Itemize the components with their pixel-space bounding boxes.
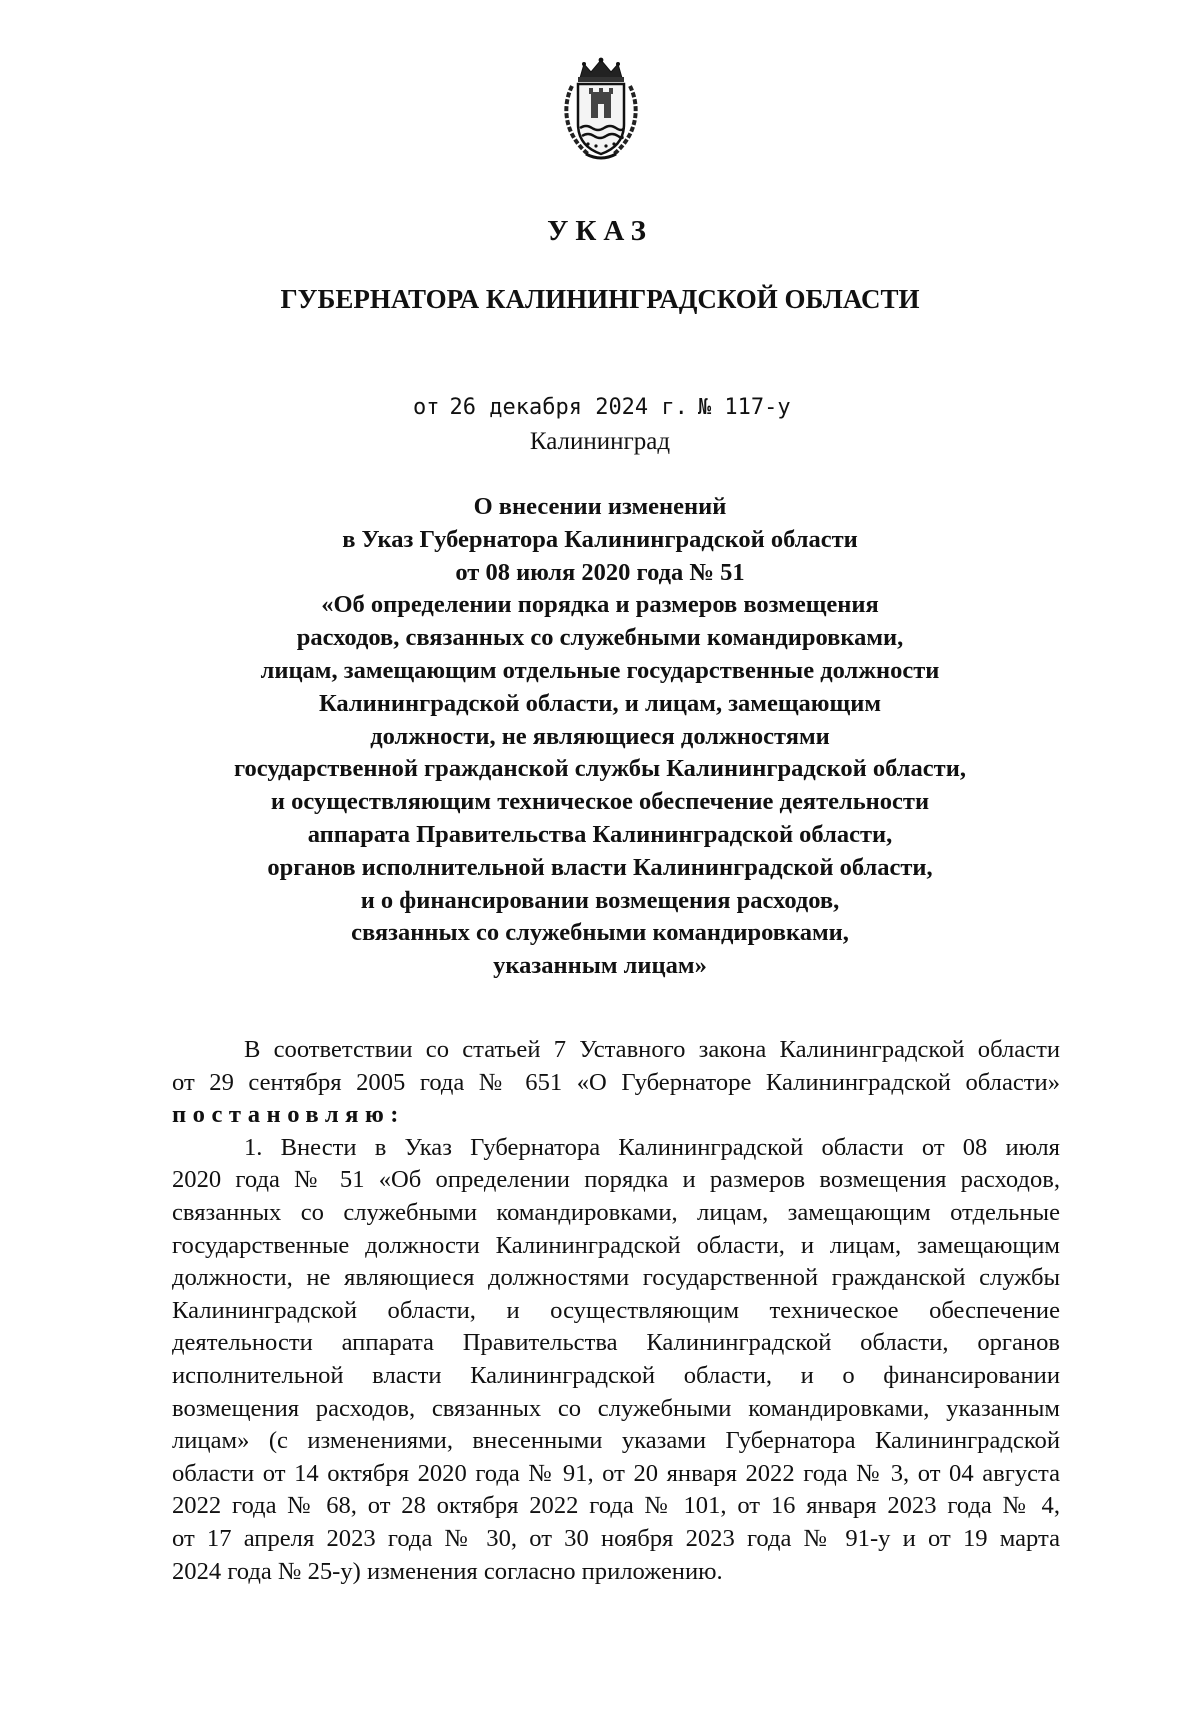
date-prefix: от xyxy=(413,395,440,420)
heading-line: государственной гражданской службы Калининградской области, xyxy=(234,755,966,783)
heading-line: аппарата Правительства Калининградской области, xyxy=(307,820,893,848)
document-body xyxy=(172,1034,1060,1588)
item-line: государственные должности Калининградской области, и лицам, замещающим xyxy=(172,1231,1060,1259)
document-city: Калининград xyxy=(529,428,671,455)
document-issuer: ГУБЕРНАТОРА КАЛИНИНГРАДСКОЙ ОБЛАСТИ xyxy=(280,284,920,314)
decree-word xyxy=(172,1099,1060,1132)
heading-line: в Указ Губернатора Калининградской области xyxy=(342,525,858,553)
preamble-line: В соответствии со статьей 7 Уставного закона Калининградской области xyxy=(244,1036,1060,1063)
heading-line: должности, не являющиеся должностями xyxy=(370,722,830,750)
item-line: 2024 года № 25-у) изменения согласно приложению. xyxy=(172,1557,723,1585)
document-heading xyxy=(140,491,1060,983)
item-line: от 17 апреля 2023 года № 30, от 30 ноября 2023 года № 91-у и от 19 марта xyxy=(172,1524,1060,1552)
item-line: 2020 года № 51 «Об определении порядка и размеров возмещения расходов, xyxy=(172,1166,1060,1194)
coat-of-arms-emblem xyxy=(558,56,644,162)
decree-word-text: постановляю: xyxy=(172,1101,405,1129)
document-date: 26 декабря 2024 г. xyxy=(449,395,688,420)
heading-line: О внесении изменений xyxy=(473,493,727,520)
item-line: Калининградской области, и осуществляющим техническое обеспечение xyxy=(172,1296,1060,1324)
item-line: должности, не являющиеся должностями государственной гражданской службы xyxy=(172,1264,1060,1292)
heading-line: лицам, замещающим отдельные государственные должности xyxy=(260,656,940,684)
heading-line: указанным лицам» xyxy=(493,952,707,980)
item-line: 1. Внести в Указ Губернатора Калининградской области от 08 июля xyxy=(244,1133,1060,1161)
coat-of-arms-icon xyxy=(558,56,644,162)
heading-line: Калининградской области, и лицам, замещающим xyxy=(318,689,882,717)
item-line: области от 14 октября 2020 года № 91, от 20 января 2022 года № 3, от 04 августа xyxy=(172,1459,1060,1487)
preamble-line: от 29 сентября 2005 года № 651 «О Губернаторе Калининградской области» xyxy=(172,1068,1060,1096)
heading-line: органов исполнительной власти Калининградской области, xyxy=(267,853,933,881)
item-line: связанных со служебными командировками, лицам, замещающим отдельные xyxy=(172,1198,1060,1226)
heading-line: от 08 июля 2020 года № 51 xyxy=(455,558,745,586)
heading-line: и осуществляющим техническое обеспечение деятельности xyxy=(270,788,930,816)
item-line: 2022 года № 68, от 28 октября 2022 года № 101, от 16 января 2023 года № 4, xyxy=(172,1492,1060,1520)
item-line: лицам» (с изменениями, внесенными указами Губернатора Калининградской xyxy=(172,1427,1060,1455)
item-line: возмещения расходов, связанных со служебными командировками, указанным xyxy=(172,1394,1060,1422)
heading-line: «Об определении порядка и размеров возмещения xyxy=(321,591,879,619)
date-number-line xyxy=(413,393,791,423)
item-line: исполнительной власти Калининградской области, и о финансировании xyxy=(172,1361,1060,1389)
heading-line: расходов, связанных со служебными командировками, xyxy=(296,624,904,652)
heading-line: связанных со служебными командировками, xyxy=(351,919,849,947)
item-line: деятельности аппарата Правительства Калининградской области, органов xyxy=(172,1329,1060,1357)
heading-line: и о финансировании возмещения расходов, xyxy=(360,886,840,914)
document-title: УКАЗ xyxy=(547,215,653,247)
document-number: № 117-у xyxy=(697,395,791,420)
